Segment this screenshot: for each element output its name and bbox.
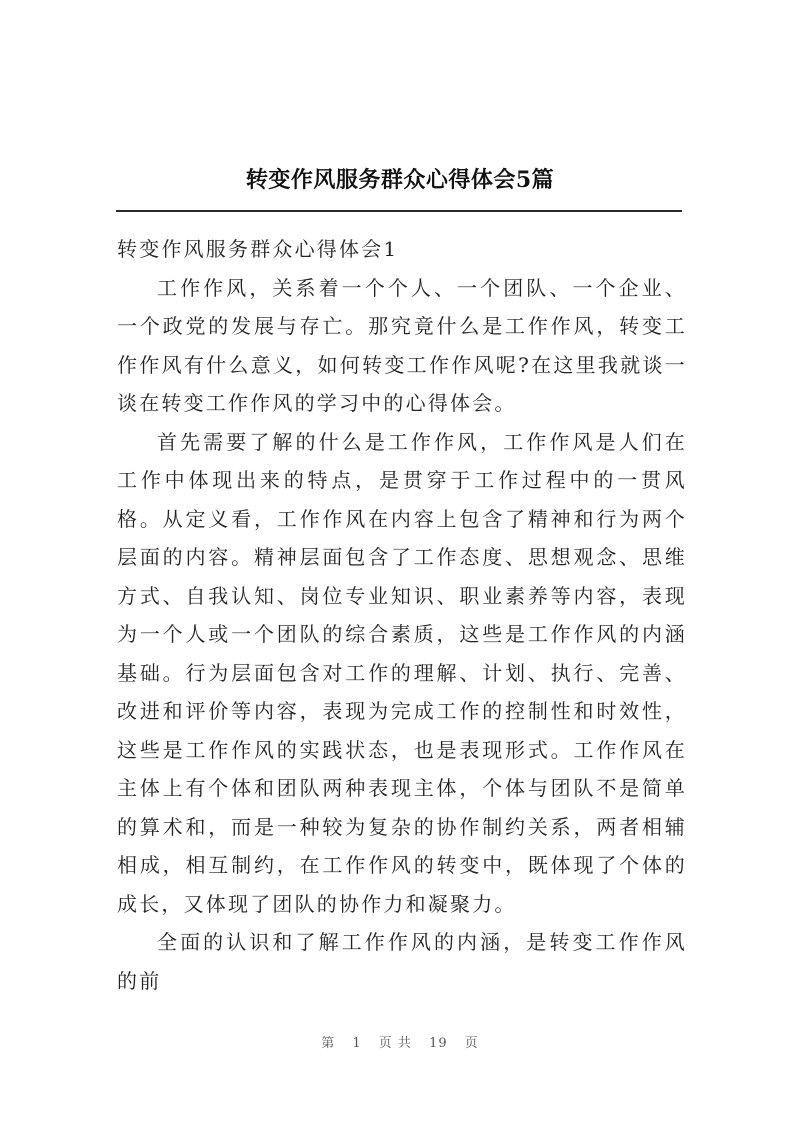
footer-current-page: 1 [352, 1036, 362, 1051]
section-heading: 转变作风服务群众心得体会1 [117, 237, 399, 261]
footer-total-pages: 19 [429, 1036, 448, 1051]
paragraph: 工作作风，关系着一个个人、一个团队、一个企业、一个政党的发展与存亡。那究竟什么是工作作风，转变工作作风有什么意义，如何转变工作作风呢?在这里我就谈一谈在转变工作作风的学习中的心得体会。 [117, 275, 687, 415]
title-divider [116, 210, 682, 212]
document-body [117, 230, 687, 1000]
footer-label-of: 页 共 [378, 1036, 412, 1051]
paragraph: 全面的认识和了解工作作风的内涵，是转变工作作风的前 [117, 930, 687, 993]
footer-label-page: 第 [321, 1036, 336, 1051]
document-title: 转变作风服务群众心得体会5篇 [245, 167, 555, 193]
paragraph: 首先需要了解的什么是工作作风，工作作风是人们在工作中体现出来的特点，是贯穿于工作过程中的一贯风格。从定义看，工作作风在内容上包含了精神和行为两个层面的内容。精神层面包含了工作态度、思想观念、思维方式、自我认知、岗位专业知识、职业素养等内容，表现为一个人或一个团队的综合素质，这些是工作作风的内涵基础。行为层面包含对工作的理解、计划、执行、完善、改进和评价等内容，表现为完成工作的控制性和时效性，这些是工作作风的实践状态，也是表现形式。工作作风在主体上有个体和团队两种表现主体，个体与团队不是简单的算术和，而是一种较为复杂的协作制约关系，两者相辅相成，相互制约，在工作作风的转变中，既体现了个体的成长，又体现了团队的协作力和凝聚力。 [117, 429, 687, 916]
page-footer [0, 1032, 800, 1051]
footer-label-pages: 页 [464, 1036, 479, 1051]
